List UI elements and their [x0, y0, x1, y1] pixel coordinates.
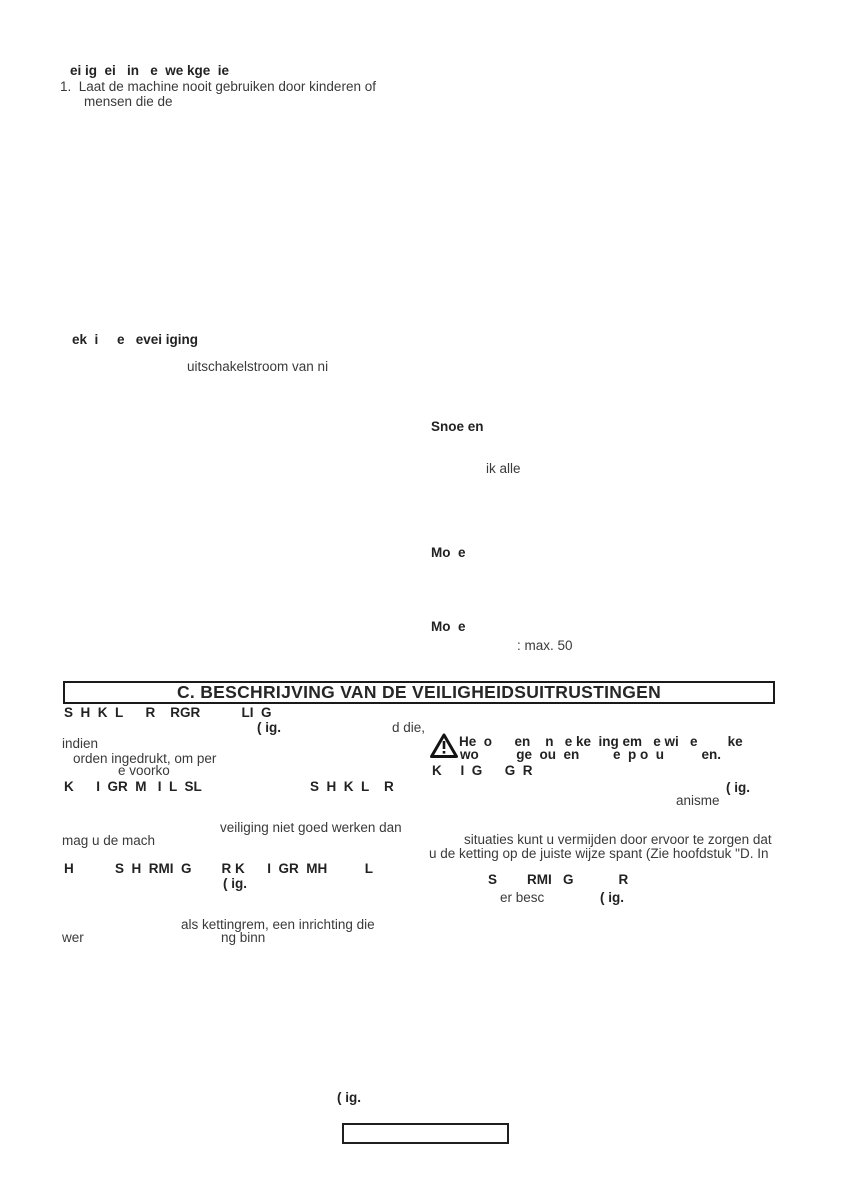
warning-triangle-icon: [430, 733, 458, 764]
text-fragment-er-besc: er besc: [500, 890, 545, 905]
heading-ketting: K I G G R: [432, 763, 533, 778]
heading-schakelaar: S H K L R: [310, 779, 394, 794]
heading-beschermings: H S H RMI G R K I GR MH L: [64, 861, 374, 876]
figure-reference: ( ig.: [337, 1090, 361, 1105]
text-fragment-veiliging: veiliging niet goed werken dan: [220, 820, 402, 835]
heading-snoeren: Snoe en: [431, 419, 484, 434]
warning-text-line: wo ge ou en e p o u en.: [460, 747, 722, 762]
heading-motor-2: Mo e: [431, 619, 466, 634]
text-fragment-ng-binn: ng binn: [221, 930, 266, 945]
list-item-line: mensen die de: [84, 94, 173, 109]
text-fragment-mag-u: mag u de mach: [62, 833, 156, 848]
section-title-box: [63, 681, 775, 704]
text-fragment-anisme: anisme: [676, 793, 720, 808]
text-fragment-d-die: d die,: [392, 720, 426, 735]
figure-reference: ( ig.: [257, 720, 281, 735]
text-fragment-orden-ingedrukt: orden ingedrukt, om per: [73, 751, 217, 766]
heading-schakelaar-vergrendeling: S H K L R RGR LI G: [64, 705, 272, 720]
heading-electrical-safety: ek i e evei iging: [72, 332, 199, 347]
heading-bescherming: S RMI G R: [488, 872, 629, 887]
text-fragment-als-kettingrem: als kettingrem, een inrichting die: [181, 917, 375, 932]
warning-text-line: He o en n e ke ing em e wi e ke: [459, 734, 743, 749]
heading-work-area: ei ig ei in e we kge ie: [70, 63, 230, 78]
text-fragment-uitschakelstroom: uitschakelstroom van ni: [187, 359, 329, 374]
text-fragment-situaties: situaties kunt u vermijden door ervoor te zorgen dat: [464, 832, 772, 847]
text-fragment-indien: indien: [62, 736, 99, 751]
figure-reference: ( ig.: [726, 780, 750, 795]
list-item-line: 1. Laat de machine nooit gebruiken door kinderen of: [60, 79, 376, 94]
text-fragment-ketting-spant: u de ketting op de juiste wijze spant (Zie hoofdstuk "D. In: [429, 846, 769, 861]
heading-kettingrem: K I GR M I L SL: [64, 779, 202, 794]
figure-placeholder-box: [342, 1123, 509, 1144]
text-fragment-e-voorko: e voorko: [118, 763, 170, 778]
figure-reference: ( ig.: [223, 876, 247, 891]
text-fragment-wer: wer: [62, 930, 84, 945]
heading-motor-1: Mo e: [431, 545, 466, 560]
figure-reference: ( ig.: [600, 890, 624, 905]
text-fragment-max-50: : max. 50: [517, 638, 573, 653]
text-fragment-ik-alle: ik alle: [486, 461, 521, 476]
section-title: C. BESCHRIJVING VAN DE VEILIGHEIDSUITRUSTINGEN: [176, 682, 662, 702]
